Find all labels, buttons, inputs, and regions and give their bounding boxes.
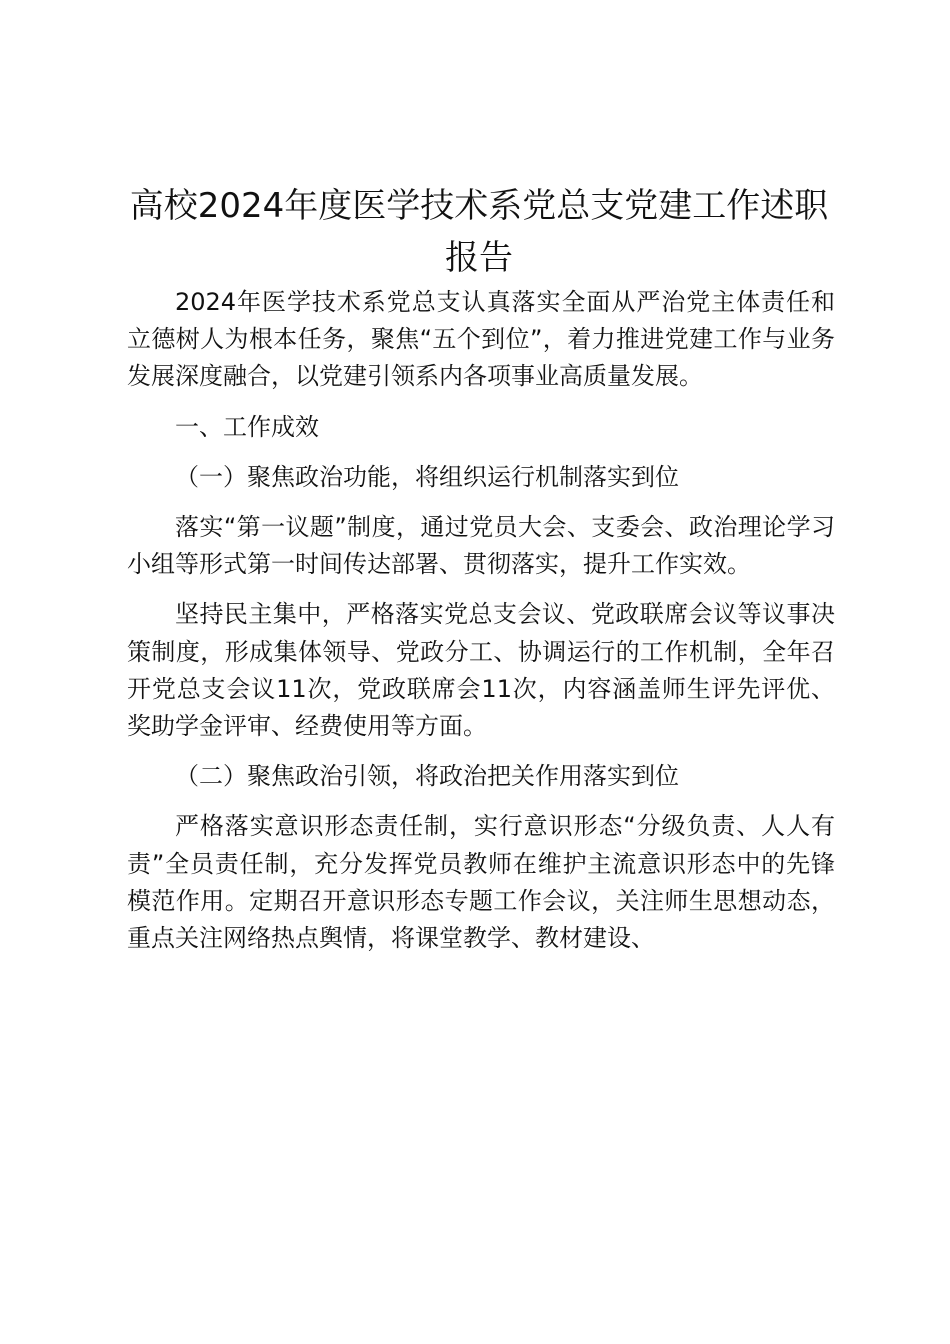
body-paragraph-2: 坚持民主集中，严格落实党总支会议、党政联席会议等议事决策制度，形成集体领导、党政分工、协调运行的工作机制，全年召开党总支会议11次，党政联席会11次，内容涵盖师生评先评优、奖助学金评审、经费使用等方面。 (127, 600, 835, 741)
subsection-heading-1: （一）聚焦政治功能，将组织运行机制落实到位 (175, 462, 679, 491)
section-heading-1: 一、工作成效 (175, 412, 319, 441)
subsection-heading-2: （二）聚焦政治引领，将政治把关作用落实到位 (175, 762, 679, 791)
document-title: 高校2024年度医学技术系党总支党建工作述职报告 (129, 186, 829, 278)
document-body (127, 284, 835, 957)
body-paragraph-1: 落实“第一议题”制度，通过党员大会、支委会、政治理论学习小组等形式第一时间传达部署、贯彻落实，提升工作实效。 (127, 513, 835, 579)
body-paragraph-3: 严格落实意识形态责任制，实行意识形态“分级负责、人人有责”全员责任制，充分发挥党员教师在维护主流意识形态中的先锋模范作用。定期召开意识形态专题工作会议，关注师生思想动态，重点关注网络热点舆情，将课堂教学、教材建设、 (127, 812, 835, 953)
intro-paragraph: 2024年医学技术系党总支认真落实全面从严治党主体责任和立德树人为根本任务，聚焦“五个到位”，着力推进党建工作与业务发展深度融合，以党建引领系内各项事业高质量发展。 (127, 288, 835, 391)
